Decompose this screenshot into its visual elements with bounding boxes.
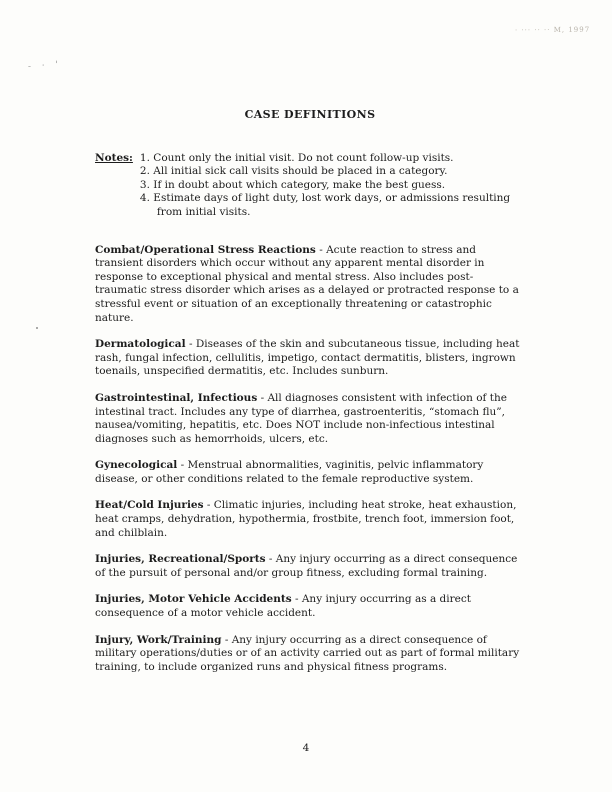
note-number: 2.: [139, 165, 150, 178]
definition-term: Injuries, Recreational/Sports: [95, 553, 266, 566]
header-stamp: · ··· ·· ·· M, 1997: [514, 25, 591, 35]
definition-term: Combat/Operational Stress Reactions: [95, 243, 316, 256]
definition-text: - Any injury occurring as a direct consequence of the pursuit of personal and/or group fitness, excluding formal training.: [95, 553, 518, 579]
definition-term: Gastrointestinal, Infectious: [95, 391, 258, 404]
definition-heat-cold-injuries: [95, 499, 525, 540]
definition-text: - Menstrual abnormalities, vaginitis, pelvic inflammatory disease, or other conditions related to the female reproductive system.: [95, 459, 484, 485]
definition-text: - Diseases of the skin and subcutaneous tissue, including heat rash, fungal infection, cellulitis, impetigo, contact dermatitis, blisters, ingrown toenails, unspecified dermatitis, etc. Includes sunburn.: [95, 338, 520, 378]
definition-text: - All diagnoses consistent with infection of the intestinal tract. Includes any type of diarrhea, gastroenteritis, “stomach flu”, nausea/vomiting, hepatitis, etc. Does NOT include non-infectious intestinal diagnoses such as hemorrhoids, ulcers, etc.: [95, 391, 507, 445]
scan-artifact-dot: [36, 327, 38, 329]
definition-gastrointestinal-infectious: [95, 392, 525, 446]
definition-text: - Climatic injuries, including heat stroke, heat exhaustion, heat cramps, dehydration, hypothermia, frostbite, trench foot, immersion foot, and chilblain.: [95, 499, 517, 539]
note-item-4: [140, 192, 525, 219]
note-number: 4.: [139, 192, 150, 205]
pencil-mark: - · ': [27, 59, 63, 73]
note-number: 1.: [139, 151, 150, 164]
notes-section: [95, 152, 525, 220]
notes-label: Notes:: [95, 151, 133, 164]
definition-term: Injury, Work/Training: [95, 633, 222, 646]
note-text: All initial sick call visits should be placed in a category.: [153, 165, 448, 178]
note-item-3: [140, 179, 525, 193]
notes-list: [140, 152, 525, 220]
definition-injuries-motor-vehicle-accidents: [95, 593, 525, 620]
page-title: CASE DEFINITIONS: [244, 108, 376, 121]
definitions-section: [95, 244, 525, 675]
definition-text: - Any injury occurring as a direct consequence of a motor vehicle accident.: [95, 593, 471, 620]
note-text: Estimate days of light duty, lost work days, or admissions resulting from initial visits.: [153, 192, 511, 218]
document-content: [95, 108, 525, 687]
definition-text: - Acute reaction to stress and transient disorders which occur without any apparent mental disorder in response to exceptional physical and mental stress. Also includes post-traumatic stress disorder which arises as a delayed or protracted response to a stressful event or situation of an exceptionally threatening or catastrophic nature.: [95, 243, 519, 324]
note-number: 3.: [139, 178, 150, 191]
definition-term: Gynecological: [95, 459, 178, 472]
definition-term: Dermatological: [95, 338, 186, 351]
note-item-2: [140, 165, 525, 179]
note-item-1: [140, 152, 525, 166]
definition-gynecological: [95, 459, 525, 486]
note-text: If in doubt about which category, make the best guess.: [153, 178, 446, 191]
definition-term: Injuries, Motor Vehicle Accidents: [95, 593, 292, 606]
page-number: 4: [302, 742, 310, 755]
note-text: Count only the initial visit. Do not count follow-up visits.: [153, 151, 454, 164]
definition-combat-operational-stress: [95, 244, 525, 326]
definition-injury-work-training: [95, 634, 525, 675]
definition-dermatological: [95, 338, 525, 379]
definition-injuries-recreational-sports: [95, 553, 525, 580]
definition-text: - Any injury occurring as a direct consequence of military operations/duties or of an activity carried out as part of formal military training, to include organized runs and physical fitness programs.: [95, 633, 520, 673]
definition-term: Heat/Cold Injuries: [95, 499, 204, 512]
